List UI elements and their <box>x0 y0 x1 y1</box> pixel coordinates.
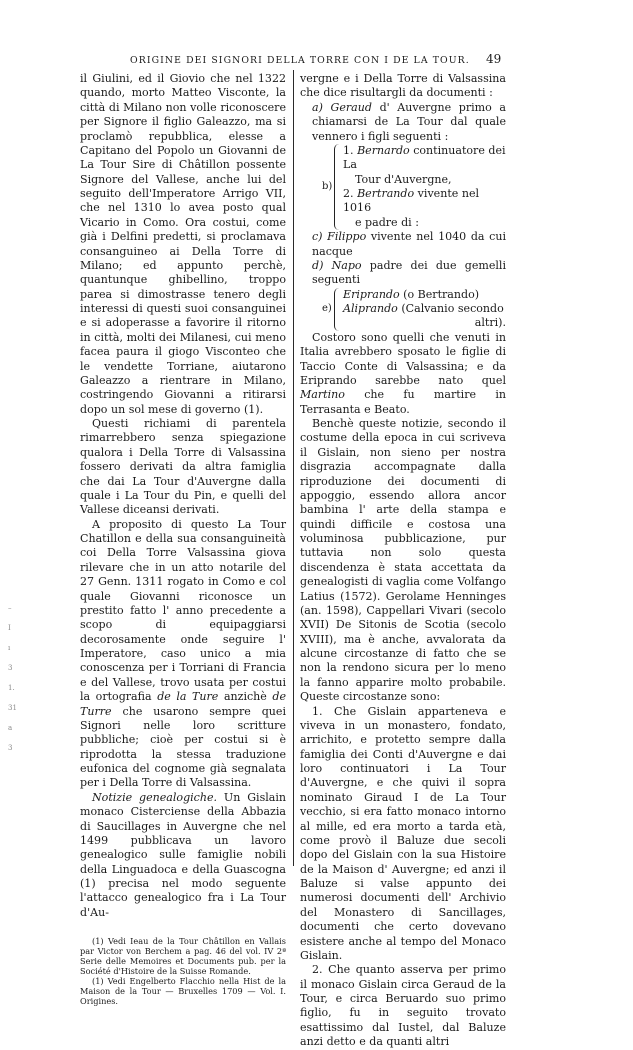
brace-label: b) <box>322 180 333 192</box>
brace-line: e padre di : <box>355 215 419 229</box>
brace-group-e <box>322 288 506 331</box>
person-name: Filippo <box>327 230 367 244</box>
person-name: Geraud <box>330 100 372 114</box>
brace-icon <box>334 288 339 331</box>
footnote: (1) Vedi Engelberto Flacchio nella Hist de la Maison de la Tour — Bruxelles 1709 — Vol. I. Origines. <box>80 975 286 1006</box>
person-name: Aliprando <box>343 302 398 315</box>
brace-label: e) <box>322 303 332 314</box>
paragraph <box>80 518 286 791</box>
margin-mark: – <box>8 604 12 612</box>
brace-line: 2. Bertrando vivente nel 1016 <box>343 187 480 215</box>
margin-mark: ı <box>8 644 11 652</box>
paragraph: Costoro sono quelli che venuti in Italia avrebbero sposato le figlie di Taccio Conte di Valsassina; e da Eriprando sarebbe nato quel Martino che fu martire in Terrasanta e Beato. <box>300 330 506 416</box>
paragraph-text: Un Gislain monaco Cisterciense della Abbazia di Saucillages in Auvergne che nel 1499 pubblicava un lavoro genealogico sulle famiglie nobili della Linguadoca e della Guascogna (1) precisa nel modo seguente l'attacco genealogico fra i La Tour d'Au- <box>80 790 287 919</box>
paragraph: 2. Che quanto asserva per primo il monaco Gislain circa Geraud de la Tour, e circa Beruardo suo primo figlio, fu in seguito trovato esattissimo dal Iustel, dal Baluze anzi detto e da quanti altri <box>300 963 506 1049</box>
person-name: Bernardo <box>357 143 410 157</box>
person-name: Martino <box>300 388 345 402</box>
margin-mark: 1. <box>8 684 15 692</box>
brace-line: Eriprando (o Bertrando) <box>343 287 480 301</box>
italic-term: de la Ture <box>157 690 219 704</box>
person-name: Bertrando <box>357 187 415 200</box>
paragraph: vergne e i Della Torre di Valsassina che dice risultargli da documenti : <box>300 72 506 100</box>
margin-mark: I <box>8 624 11 632</box>
paragraph: 1. Che Gislain apparteneva e viveva in un monastero, fondato, arrichito, e protetto sempre dalla famiglia dei Conti d'Auvergne e dai loro continuatori i La Tour d'Auvergne, e che quivi il sopra nominato Giraud I de La Tour vecchio, si era fatto monaco intorno al mille, ed era morto a tarda età, come provò il Baluze due secoli dopo del Gislain con la sua Histoire de la Maison d' Auvergne; ed anzi il Baluze si valse appunto dei numerosi documenti dell' Archivio del Monastero di Sancillages, documenti che certo dovevano esistere anche al tempo del Monaco Gislain. <box>300 704 506 962</box>
italic-term: de Turre <box>80 690 287 718</box>
paragraph-text: che usarono sempre quei Signori nelle loro scritture pubbliche; cioè per costui si è riprodotta la stessa traduzione eufonica del cognome già segnalata per i Della Torre di Valsassina. <box>80 704 286 790</box>
brace-line: 1. Bernardo continuatore dei La <box>343 143 506 172</box>
item-label: a) <box>312 100 323 114</box>
genealogy-item <box>300 101 506 144</box>
person-name: Napo <box>331 258 362 272</box>
item-text: vivente nel 1040 da cui nacque <box>312 230 507 258</box>
paragraph: Benchè queste notizie, secondo il costume della epoca in cui scriveva il Gislain, non sieno per nostra disgrazia accompagnate dalla riproduzione dei documenti di appoggio, essendo allora ancor bambina l' arte della stampa e quindi difficile e costosa una voluminosa pubblicazione, pur tuttavia non solo questa discendenza è stata accettata da genealogisti di vaglia come Volfango Latius (1572). Gerolame Henninges (an. 1598), Cappellari Vivari (secolo XVII) De Sitonis de Scotia (secolo XVIII), ma è anche, avvalorata da alcune circostanze di fatto che se non la rendono sicura per lo meno la fanno apparire molto probabile. Queste circostanze sono: <box>300 417 506 704</box>
paragraph: Questi richiami di parentela rimarrebbero senza spiegazione qualora i Della Torre di Valsassina fossero derivati da altra famiglia che dai La Tour d'Auvergne dalla quale i La Tour du Pin, e quelli del Vallese diceansi derivati. <box>80 417 286 517</box>
running-header <box>0 52 633 72</box>
paragraph-text: anzichè <box>223 690 267 704</box>
margin-mark: 3 <box>8 664 13 672</box>
brace-icon <box>334 144 339 230</box>
margin-mark: a <box>8 724 13 732</box>
margin-marks <box>8 598 20 758</box>
right-column <box>300 72 506 1050</box>
brace-group-b <box>322 144 506 230</box>
person-name: Eriprando <box>343 287 400 301</box>
page-number: 49 <box>486 52 502 66</box>
brace-line: altri). <box>474 316 506 330</box>
paragraph <box>80 791 286 920</box>
genealogy-item <box>300 259 506 288</box>
genealogy-item <box>300 230 506 259</box>
paragraph-text: A proposito di questo La Tour Chatillon e della sua consanguineità coi Della Torre Valsassina giova rilevare che in un atto notarile del 27 Genn. 1311 rogato in Como e col quale Giovanni riconosce un prestito fatto l' anno precedente a scopo di equipaggiarsi decorosamente onde seguire l' Imperatore, caso unico a mia conoscenza per i Torriani di Francia e del Vallese, trovo usata per costui la ortografia <box>80 517 286 704</box>
item-label: c) <box>312 230 323 244</box>
left-column <box>80 72 286 1006</box>
brace-line: Aliprando (Calvanio secondo <box>343 302 504 315</box>
paragraph: il Giulini, ed il Giovio che nel 1322 quando, morto Matteo Visconte, la città di Milano non volle riconoscere per Signore il figlio Galeazzo, ma si proclamò repubblica, elesse a Capitano del Popolo un Giovanni de La Tour Sire di Châtillon possente Signore del Vallese, anche lui del seguito dell'Imperatore Arrigo VII, che nel 1310 lo avea posto qual Vicario in Como. Ora costui, come già i Delfini predetti, si proclamava consanguineo ai Della Torre di Milano; ed appunto perchè, quantunque ghibellino, troppo parea si dimostrasse tenero degli interessi di questi suoi consanguinei e si adoperasse a favorire il ritorno in città, molti dei Milanesi, cui meno facea paura il giogo Visconteo che le vendette Torriane, aiutarono Galeazzo a rientrare in Milano, costringendo Giovanni a ritirarsi dopo un sol mese di governo (1). <box>80 72 286 416</box>
running-title: ORIGINE DEI SIGNORI DELLA TORRE CON I DE LA TOUR. <box>130 55 470 66</box>
section-heading: Notizie genealogiche. <box>92 790 218 804</box>
item-text: d' Auvergne primo a chiamarsi de La Tour dal quale vennero i figli seguenti : <box>312 100 507 143</box>
margin-mark: 3 <box>8 744 13 752</box>
brace-line: Tour d'Auvergne, <box>355 172 452 186</box>
margin-mark: 31 <box>8 704 17 712</box>
item-text: padre dei due gemelli seguenti <box>312 258 507 287</box>
item-label: d) <box>312 258 324 272</box>
column-divider <box>293 70 294 866</box>
footnote: (1) Vedi Ieau de la Tour Châtillon en Vallais par Victor von Berchem a pag. 46 del vol. IV 2ª Serie delle Memoires et Documents pub. per la Société d'Histoire de la Suisse Romande. <box>80 936 286 976</box>
footnotes <box>80 937 286 1006</box>
